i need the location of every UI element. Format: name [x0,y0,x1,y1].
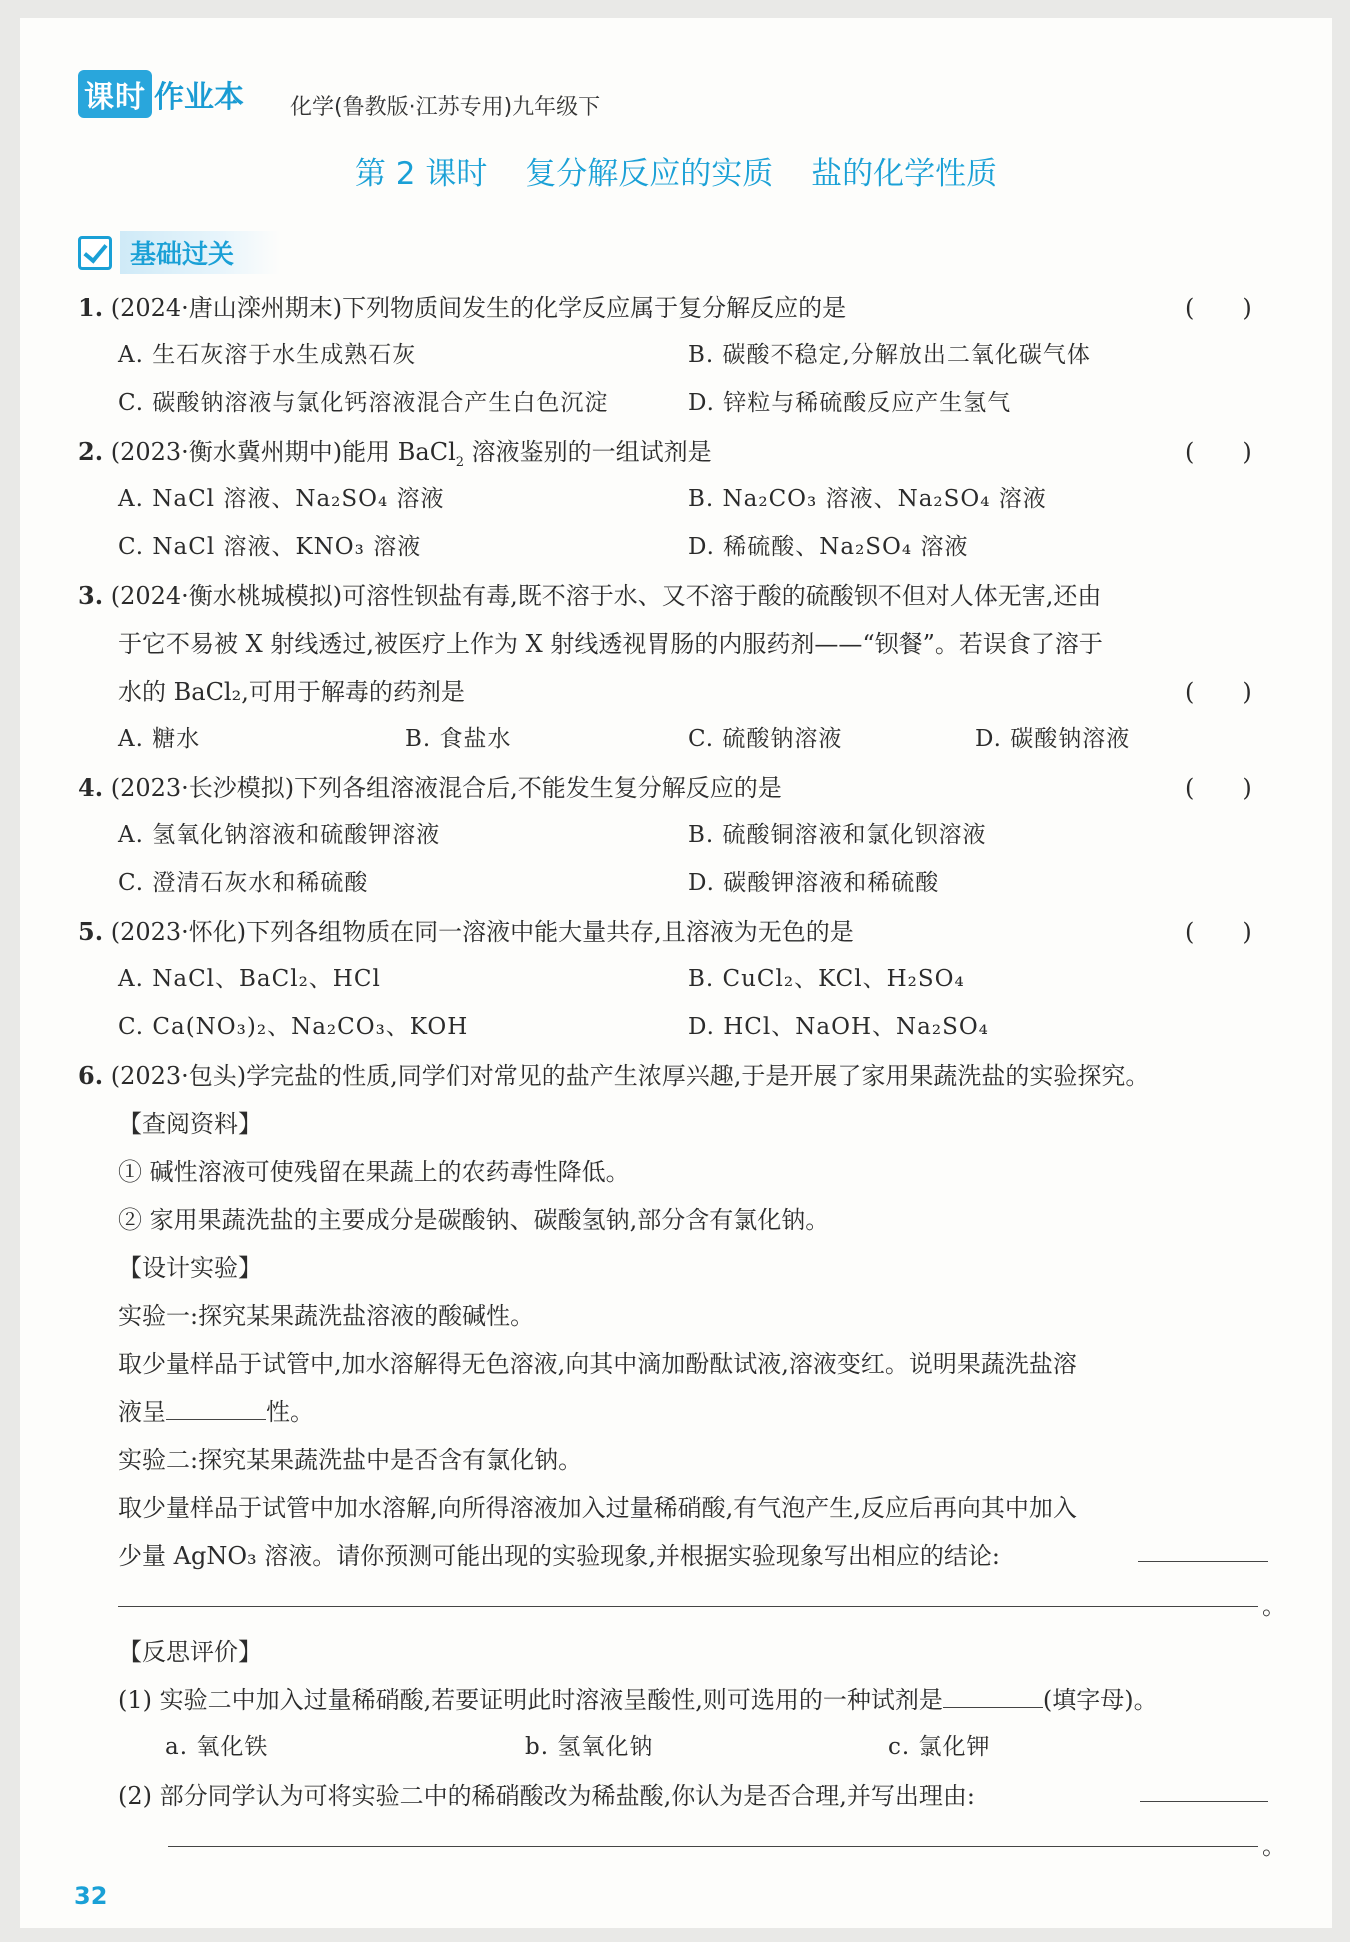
q3-text-1: (2024·衡水桃城模拟)可溶性钡盐有毒,既不溶于水、又不溶于酸的硫酸钡不但对人体无害,还由 [110,582,1102,610]
q6-exp2-blank-1[interactable] [1138,1561,1268,1562]
q6-exp2-title: 实验二:探究某果蔬洗盐中是否含有氯化钠。 [118,1446,583,1474]
lesson-title-2: 盐的化学性质 [811,156,998,192]
q6-part1-post: (填字母)。 [1042,1686,1158,1714]
q6-exp1-title: 实验一:探究某果蔬洗盐溶液的酸碱性。 [118,1302,535,1330]
q6-part2: (2) 部分同学认为可将实验二中的稀硝酸改为稀盐酸,你认为是否合理,并写出理由: [118,1782,975,1810]
q2-answer-paren: ( ) [1185,438,1252,466]
q4-stem [78,768,782,803]
lesson-number: 第 2 课时 [354,156,488,192]
logo-mark: 课时 [78,70,152,118]
q6-heading-reflection: 【反思评价】 [118,1638,262,1666]
section-title: 基础过关 [120,231,280,274]
q6-exp2-line-2: 少量 AgNO₃ 溶液。请你预测可能出现的实验现象,并根据实验现象写出相应的结论: [118,1542,1000,1570]
checkbox-check-icon [78,236,112,270]
q6-research-2: ② 家用果蔬洗盐的主要成分是碳酸钠、碳酸氢钠,部分含有氯化钠。 [118,1206,830,1234]
q3-option-b: B. 食盐水 [405,726,512,752]
q6-exp2-blank-2[interactable] [118,1606,1258,1607]
q3-option-c: C. 硫酸钠溶液 [688,726,843,752]
q3-number: 3. [78,581,104,610]
q6-part1-option-a: a. 氧化铁 [165,1734,269,1760]
q6-research-1: ① 碱性溶液可使残留在果蔬上的农药毒性降低。 [118,1158,630,1186]
section-header [78,231,280,274]
q3-stem-line-3: 水的 BaCl₂,可用于解毒的药剂是 [118,678,465,706]
q5-option-a: A. NaCl、BaCl₂、HCl [118,966,381,992]
book-title: 化学(鲁教版·江苏专用)九年级下 [290,95,601,120]
q6-stem-text: (2023·包头)学完盐的性质,同学们对常见的盐产生浓厚兴趣,于是开展了家用果蔬洗盐的实验探究。 [110,1062,1150,1090]
q3-stem-line-2: 于它不易被 X 射线透过,被医疗上作为 X 射线透视胃肠的内服药剂——“钡餐”。若误食了溶于 [118,630,1103,658]
q6-exp1-line-1: 取少量样品于试管中,加水溶解得无色溶液,向其中滴加酚酞试液,溶液变红。说明果蔬洗盐溶 [118,1350,1077,1378]
q6-part2-blank-2[interactable] [168,1846,1258,1847]
q4-option-d: D. 碳酸钾溶液和稀硫酸 [688,870,940,896]
q5-stem [78,912,854,947]
q6-part2-period: 。 [1262,1832,1286,1860]
q6-part1-pre: (1) 实验二中加入过量稀硝酸,若要证明此时溶液呈酸性,则可选用的一种试剂是 [118,1686,943,1714]
q5-option-c: C. Ca(NO₃)₂、Na₂CO₃、KOH [118,1014,469,1040]
q1-option-a: A. 生石灰溶于水生成熟石灰 [118,342,417,368]
q2-option-b: B. Na₂CO₃ 溶液、Na₂SO₄ 溶液 [688,486,1047,512]
q6-exp1-line-2 [118,1392,314,1427]
q4-option-a: A. 氢氧化钠溶液和硫酸钾溶液 [118,822,441,848]
q6-number: 6. [78,1061,104,1090]
q6-exp1-blank[interactable] [166,1401,266,1420]
q3-option-a: A. 糖水 [118,726,201,752]
q5-stem-text: (2023·怀化)下列各组物质在同一溶液中能大量共存,且溶液为无色的是 [110,918,854,946]
q1-option-d: D. 锌粒与稀硫酸反应产生氢气 [688,390,1012,416]
q6-exp2-line-1: 取少量样品于试管中加水溶解,向所得溶液加入过量稀硝酸,有气泡产生,反应后再向其中加入 [118,1494,1077,1522]
q2-stem-pre: (2023·衡水冀州期中)能用 BaCl [110,438,456,466]
q6-exp1-post: 性。 [266,1398,314,1426]
q2-option-d: D. 稀硫酸、Na₂SO₄ 溶液 [688,534,969,560]
q1-stem-text: (2024·唐山滦州期末)下列物质间发生的化学反应属于复分解反应的是 [110,294,847,322]
q6-part2-blank-1[interactable] [1140,1801,1268,1802]
q1-option-c: C. 碳酸钠溶液与氯化钙溶液混合产生白色沉淀 [118,390,609,416]
q6-stem [78,1056,1149,1091]
q6-heading-research: 【查阅资料】 [118,1110,262,1138]
q6-heading-design: 【设计实验】 [118,1254,262,1282]
q5-option-d: D. HCl、NaOH、Na₂SO₄ [688,1014,989,1040]
q2-option-a: A. NaCl 溶液、Na₂SO₄ 溶液 [118,486,445,512]
q3-answer-paren: ( ) [1185,678,1252,706]
lesson-title-1: 复分解反应的实质 [525,156,774,192]
page [20,18,1332,1928]
q4-answer-paren: ( ) [1185,774,1252,802]
q6-exp1-pre: 液呈 [118,1398,166,1426]
q1-option-b: B. 碳酸不稳定,分解放出二氧化碳气体 [688,342,1091,368]
logo-text: 作业本 [154,80,244,115]
q2-option-c: C. NaCl 溶液、KNO₃ 溶液 [118,534,422,560]
q4-option-c: C. 澄清石灰水和稀硫酸 [118,870,369,896]
q2-number: 2. [78,437,104,466]
q2-stem-sub: 2 [455,454,465,470]
q3-option-d: D. 碳酸钠溶液 [975,726,1131,752]
q4-option-b: B. 硫酸铜溶液和氯化钡溶液 [688,822,987,848]
page-number: 32 [74,1882,108,1910]
q6-exp2-period: 。 [1262,1592,1286,1620]
q1-answer-paren: ( ) [1185,294,1252,322]
q5-option-b: B. CuCl₂、KCl、H₂SO₄ [688,966,965,992]
q6-part1 [118,1680,1158,1715]
q4-number: 4. [78,773,104,802]
q5-answer-paren: ( ) [1185,918,1252,946]
q2-stem-post: 溶液鉴别的一组试剂是 [464,438,712,466]
q6-part1-option-c: c. 氯化钾 [888,1734,991,1760]
lesson-title [20,148,1332,193]
q1-stem [78,288,846,323]
q5-number: 5. [78,917,104,946]
q1-number: 1. [78,293,104,322]
q4-stem-text: (2023·长沙模拟)下列各组溶液混合后,不能发生复分解反应的是 [110,774,782,802]
q3-stem-line-1 [78,576,1101,611]
q2-stem [78,432,712,470]
q6-part1-blank[interactable] [943,1689,1043,1708]
brand-logo [78,70,244,118]
q6-part1-option-b: b. 氢氧化钠 [525,1734,654,1760]
